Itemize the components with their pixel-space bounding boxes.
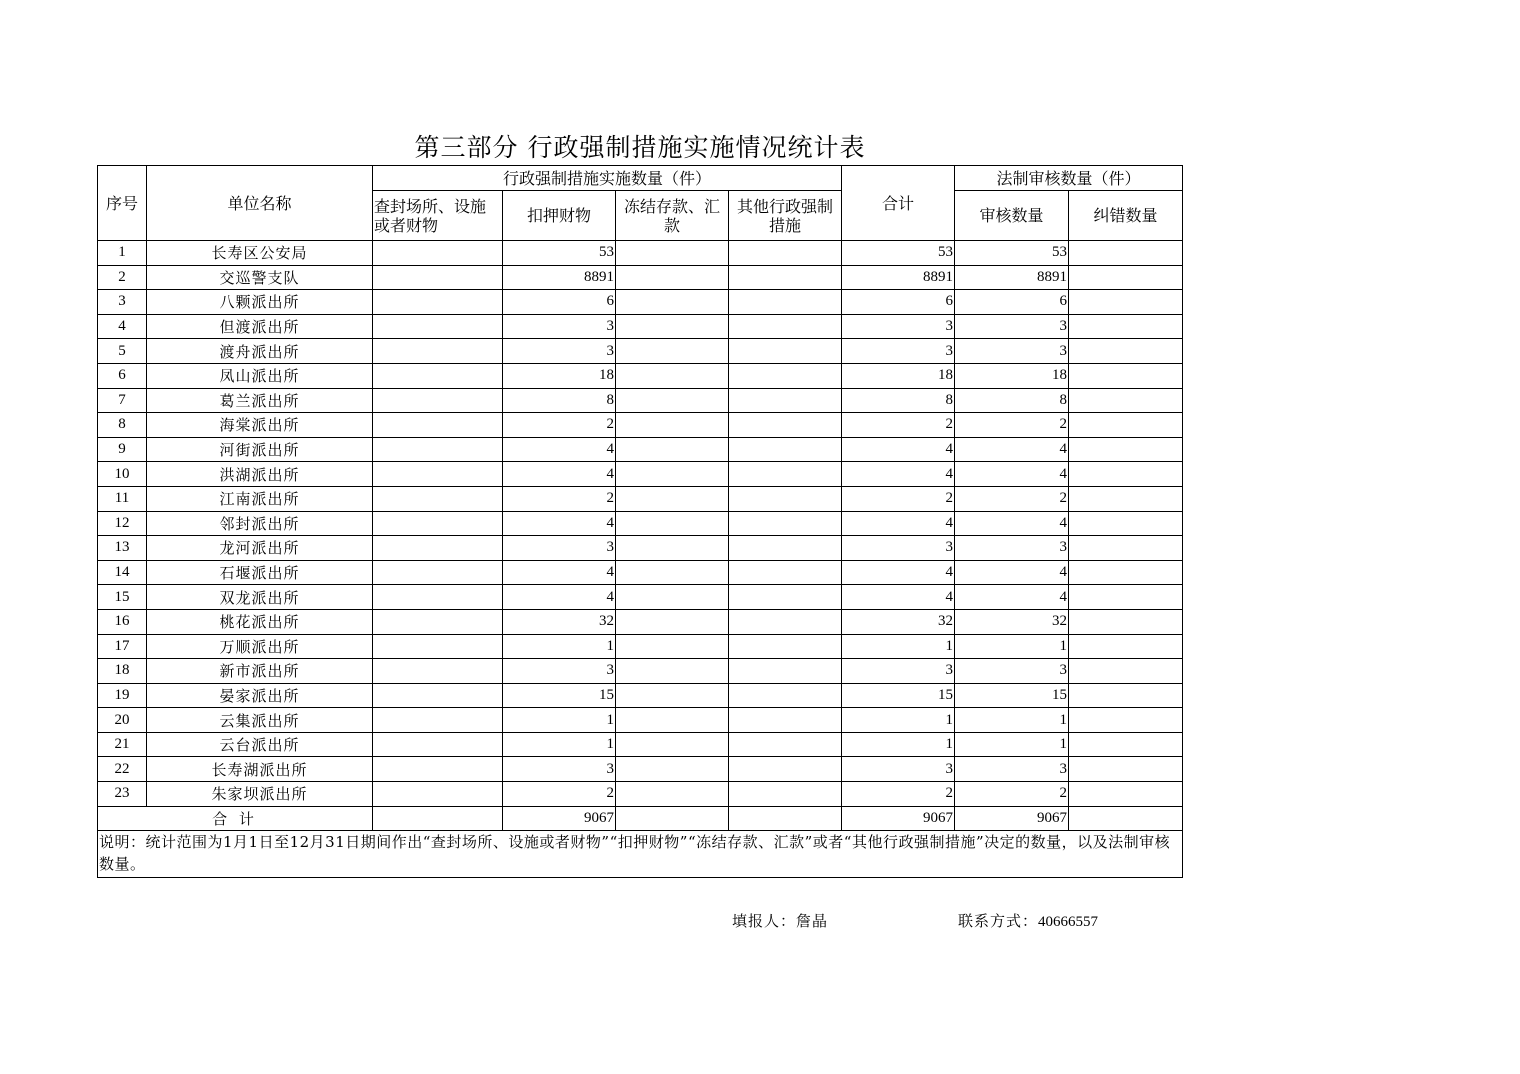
cell-correct xyxy=(1069,388,1183,413)
cell-other xyxy=(729,437,842,462)
table-row xyxy=(98,413,1183,438)
cell-seal xyxy=(373,757,503,782)
table-row xyxy=(98,585,1183,610)
table-row xyxy=(98,314,1183,339)
header-total: 合计 xyxy=(842,166,955,241)
cell-seal xyxy=(373,708,503,733)
cell-total: 2 xyxy=(842,782,955,807)
cell-freeze xyxy=(616,757,729,782)
sum-cell-other xyxy=(729,806,842,831)
cell-freeze xyxy=(616,388,729,413)
cell-unit: 长寿湖派出所 xyxy=(147,757,373,782)
cell-freeze xyxy=(616,314,729,339)
header-unit: 单位名称 xyxy=(147,166,373,241)
cell-freeze xyxy=(616,585,729,610)
cell-review: 8 xyxy=(955,388,1069,413)
cell-seize: 4 xyxy=(503,585,616,610)
table-row xyxy=(98,732,1183,757)
note-text: 说明：统计范围为1月1日至12月31日期间作出“查封场所、设施或者财物”“扣押财物”“冻结存款、汇款”或者“其他行政强制措施”决定的数量，以及法制审核数量。 xyxy=(98,831,1183,878)
header-seize: 扣押财物 xyxy=(503,191,616,241)
cell-freeze xyxy=(616,290,729,315)
cell-review: 1 xyxy=(955,732,1069,757)
sum-cell-review: 9067 xyxy=(955,806,1069,831)
cell-seize: 2 xyxy=(503,782,616,807)
cell-seal xyxy=(373,634,503,659)
cell-other xyxy=(729,314,842,339)
cell-unit: 河街派出所 xyxy=(147,437,373,462)
cell-seal xyxy=(373,290,503,315)
cell-seize: 32 xyxy=(503,609,616,634)
cell-seq: 9 xyxy=(98,437,147,462)
cell-seal xyxy=(373,511,503,536)
header-other: 其他行政强制措施 xyxy=(729,191,842,241)
cell-seq: 12 xyxy=(98,511,147,536)
cell-other xyxy=(729,585,842,610)
cell-total: 4 xyxy=(842,511,955,536)
cell-correct xyxy=(1069,757,1183,782)
cell-seal xyxy=(373,241,503,266)
header-correct: 纠错数量 xyxy=(1069,191,1183,241)
cell-freeze xyxy=(616,560,729,585)
cell-seq: 18 xyxy=(98,659,147,684)
cell-seal xyxy=(373,462,503,487)
cell-seize: 3 xyxy=(503,339,616,364)
cell-seize: 4 xyxy=(503,511,616,536)
cell-total: 3 xyxy=(842,757,955,782)
header-seq: 序号 xyxy=(98,166,147,241)
header-freeze: 冻结存款、汇款 xyxy=(616,191,729,241)
cell-correct xyxy=(1069,314,1183,339)
table-row xyxy=(98,388,1183,413)
cell-unit: 龙河派出所 xyxy=(147,536,373,561)
cell-seal xyxy=(373,363,503,388)
cell-total: 53 xyxy=(842,241,955,266)
cell-correct xyxy=(1069,241,1183,266)
cell-other xyxy=(729,413,842,438)
cell-correct xyxy=(1069,290,1183,315)
cell-seize: 4 xyxy=(503,437,616,462)
cell-seq: 8 xyxy=(98,413,147,438)
reporter-label: 填报人： xyxy=(732,912,797,930)
cell-review: 15 xyxy=(955,683,1069,708)
cell-seal xyxy=(373,339,503,364)
table-row xyxy=(98,708,1183,733)
cell-seq: 15 xyxy=(98,585,147,610)
cell-freeze xyxy=(616,265,729,290)
cell-freeze xyxy=(616,732,729,757)
cell-correct xyxy=(1069,437,1183,462)
table-row xyxy=(98,437,1183,462)
cell-other xyxy=(729,486,842,511)
cell-seize: 6 xyxy=(503,290,616,315)
cell-seal xyxy=(373,486,503,511)
cell-unit: 新市派出所 xyxy=(147,659,373,684)
table-row xyxy=(98,265,1183,290)
cell-correct xyxy=(1069,363,1183,388)
cell-seal xyxy=(373,413,503,438)
contact-number: 40666557 xyxy=(1038,914,1099,930)
cell-review: 8891 xyxy=(955,265,1069,290)
cell-seq: 17 xyxy=(98,634,147,659)
cell-total: 8 xyxy=(842,388,955,413)
cell-review: 4 xyxy=(955,462,1069,487)
cell-other xyxy=(729,757,842,782)
cell-total: 4 xyxy=(842,462,955,487)
cell-total: 32 xyxy=(842,609,955,634)
cell-seal xyxy=(373,609,503,634)
cell-seize: 1 xyxy=(503,732,616,757)
cell-total: 15 xyxy=(842,683,955,708)
cell-other xyxy=(729,363,842,388)
cell-seq: 6 xyxy=(98,363,147,388)
cell-correct xyxy=(1069,511,1183,536)
cell-seize: 15 xyxy=(503,683,616,708)
cell-unit: 凤山派出所 xyxy=(147,363,373,388)
cell-correct xyxy=(1069,560,1183,585)
cell-seize: 18 xyxy=(503,363,616,388)
cell-seize: 8 xyxy=(503,388,616,413)
table-row xyxy=(98,757,1183,782)
cell-seize: 2 xyxy=(503,486,616,511)
cell-total: 2 xyxy=(842,413,955,438)
contact xyxy=(958,910,1098,931)
cell-review: 2 xyxy=(955,413,1069,438)
cell-total: 3 xyxy=(842,659,955,684)
cell-seize: 3 xyxy=(503,757,616,782)
header-measures-group: 行政强制措施实施数量（件） xyxy=(373,166,842,191)
cell-review: 4 xyxy=(955,560,1069,585)
cell-total: 1 xyxy=(842,732,955,757)
cell-seize: 8891 xyxy=(503,265,616,290)
cell-total: 3 xyxy=(842,536,955,561)
cell-freeze xyxy=(616,609,729,634)
cell-review: 3 xyxy=(955,314,1069,339)
cell-seq: 2 xyxy=(98,265,147,290)
cell-unit: 云台派出所 xyxy=(147,732,373,757)
cell-freeze xyxy=(616,511,729,536)
cell-seal xyxy=(373,659,503,684)
cell-seal xyxy=(373,437,503,462)
table-row xyxy=(98,659,1183,684)
cell-review: 4 xyxy=(955,585,1069,610)
cell-unit: 邻封派出所 xyxy=(147,511,373,536)
table-row xyxy=(98,363,1183,388)
cell-total: 4 xyxy=(842,437,955,462)
cell-correct xyxy=(1069,413,1183,438)
cell-other xyxy=(729,290,842,315)
cell-correct xyxy=(1069,634,1183,659)
cell-review: 2 xyxy=(955,486,1069,511)
cell-seq: 19 xyxy=(98,683,147,708)
cell-seal xyxy=(373,536,503,561)
cell-freeze xyxy=(616,363,729,388)
cell-other xyxy=(729,241,842,266)
cell-other xyxy=(729,659,842,684)
table-row xyxy=(98,560,1183,585)
sum-label: 合 计 xyxy=(98,806,373,831)
cell-other xyxy=(729,634,842,659)
cell-unit: 海棠派出所 xyxy=(147,413,373,438)
cell-seal xyxy=(373,585,503,610)
reporter xyxy=(732,910,828,931)
cell-seq: 4 xyxy=(98,314,147,339)
cell-other xyxy=(729,388,842,413)
cell-correct xyxy=(1069,536,1183,561)
sum-cell-seal xyxy=(373,806,503,831)
cell-unit: 渡舟派出所 xyxy=(147,339,373,364)
cell-seal xyxy=(373,732,503,757)
cell-seal xyxy=(373,388,503,413)
cell-unit: 江南派出所 xyxy=(147,486,373,511)
sum-cell-seize: 9067 xyxy=(503,806,616,831)
cell-other xyxy=(729,536,842,561)
cell-seize: 4 xyxy=(503,462,616,487)
cell-other xyxy=(729,511,842,536)
cell-unit: 葛兰派出所 xyxy=(147,388,373,413)
cell-seize: 3 xyxy=(503,536,616,561)
cell-review: 1 xyxy=(955,634,1069,659)
cell-seq: 10 xyxy=(98,462,147,487)
cell-other xyxy=(729,683,842,708)
cell-seize: 1 xyxy=(503,634,616,659)
cell-correct xyxy=(1069,732,1183,757)
header-row-1 xyxy=(98,166,1183,191)
cell-correct xyxy=(1069,265,1183,290)
cell-seq: 13 xyxy=(98,536,147,561)
table-row xyxy=(98,511,1183,536)
cell-seal xyxy=(373,683,503,708)
cell-seq: 14 xyxy=(98,560,147,585)
table-row xyxy=(98,462,1183,487)
cell-review: 6 xyxy=(955,290,1069,315)
cell-correct xyxy=(1069,708,1183,733)
cell-freeze xyxy=(616,437,729,462)
cell-unit: 晏家派出所 xyxy=(147,683,373,708)
cell-review: 53 xyxy=(955,241,1069,266)
cell-correct xyxy=(1069,659,1183,684)
cell-total: 3 xyxy=(842,314,955,339)
cell-other xyxy=(729,462,842,487)
table-row xyxy=(98,782,1183,807)
cell-seize: 3 xyxy=(503,659,616,684)
cell-review: 4 xyxy=(955,511,1069,536)
cell-seq: 16 xyxy=(98,609,147,634)
cell-review: 4 xyxy=(955,437,1069,462)
cell-seal xyxy=(373,560,503,585)
cell-review: 32 xyxy=(955,609,1069,634)
cell-seize: 2 xyxy=(503,413,616,438)
cell-seal xyxy=(373,782,503,807)
sum-cell-freeze xyxy=(616,806,729,831)
cell-review: 2 xyxy=(955,782,1069,807)
cell-seize: 3 xyxy=(503,314,616,339)
note-row xyxy=(98,831,1183,878)
table-row xyxy=(98,683,1183,708)
cell-seal xyxy=(373,265,503,290)
cell-freeze xyxy=(616,339,729,364)
table-row xyxy=(98,241,1183,266)
cell-other xyxy=(729,708,842,733)
cell-review: 3 xyxy=(955,659,1069,684)
header-review: 审核数量 xyxy=(955,191,1069,241)
cell-correct xyxy=(1069,609,1183,634)
cell-unit: 但渡派出所 xyxy=(147,314,373,339)
cell-freeze xyxy=(616,486,729,511)
cell-total: 4 xyxy=(842,585,955,610)
reporter-name: 詹晶 xyxy=(796,912,829,930)
stats-table xyxy=(97,165,1183,878)
sum-row xyxy=(98,806,1183,831)
cell-other xyxy=(729,265,842,290)
header-seal: 查封场所、设施或者财物 xyxy=(373,191,503,241)
cell-other xyxy=(729,339,842,364)
cell-freeze xyxy=(616,462,729,487)
table-row xyxy=(98,609,1183,634)
cell-review: 18 xyxy=(955,363,1069,388)
cell-seq: 23 xyxy=(98,782,147,807)
cell-correct xyxy=(1069,486,1183,511)
cell-total: 18 xyxy=(842,363,955,388)
contact-label: 联系方式： xyxy=(958,912,1039,930)
cell-freeze xyxy=(616,708,729,733)
cell-unit: 交巡警支队 xyxy=(147,265,373,290)
cell-unit: 洪湖派出所 xyxy=(147,462,373,487)
cell-total: 1 xyxy=(842,634,955,659)
cell-total: 4 xyxy=(842,560,955,585)
header-review-group: 法制审核数量（件） xyxy=(955,166,1183,191)
sum-cell-correct xyxy=(1069,806,1183,831)
cell-freeze xyxy=(616,413,729,438)
cell-total: 6 xyxy=(842,290,955,315)
cell-unit: 八颗派出所 xyxy=(147,290,373,315)
cell-seq: 20 xyxy=(98,708,147,733)
cell-correct xyxy=(1069,585,1183,610)
cell-seal xyxy=(373,314,503,339)
cell-seize: 53 xyxy=(503,241,616,266)
cell-review: 3 xyxy=(955,536,1069,561)
cell-unit: 双龙派出所 xyxy=(147,585,373,610)
cell-correct xyxy=(1069,782,1183,807)
page-title: 第三部分 行政强制措施实施情况统计表 xyxy=(414,133,866,162)
cell-total: 3 xyxy=(842,339,955,364)
cell-unit: 桃花派出所 xyxy=(147,609,373,634)
cell-freeze xyxy=(616,683,729,708)
cell-unit: 云集派出所 xyxy=(147,708,373,733)
cell-seq: 1 xyxy=(98,241,147,266)
cell-unit: 万顺派出所 xyxy=(147,634,373,659)
cell-correct xyxy=(1069,339,1183,364)
cell-review: 3 xyxy=(955,339,1069,364)
table-row xyxy=(98,486,1183,511)
cell-other xyxy=(729,609,842,634)
cell-correct xyxy=(1069,683,1183,708)
table-row xyxy=(98,290,1183,315)
table-row xyxy=(98,634,1183,659)
sum-cell-total: 9067 xyxy=(842,806,955,831)
cell-seq: 22 xyxy=(98,757,147,782)
cell-freeze xyxy=(616,659,729,684)
cell-freeze xyxy=(616,782,729,807)
cell-unit: 朱家坝派出所 xyxy=(147,782,373,807)
cell-total: 1 xyxy=(842,708,955,733)
cell-seize: 4 xyxy=(503,560,616,585)
cell-review: 3 xyxy=(955,757,1069,782)
table-row xyxy=(98,339,1183,364)
cell-seq: 5 xyxy=(98,339,147,364)
cell-freeze xyxy=(616,536,729,561)
table-row xyxy=(98,536,1183,561)
cell-total: 8891 xyxy=(842,265,955,290)
cell-freeze xyxy=(616,634,729,659)
cell-other xyxy=(729,782,842,807)
cell-seq: 3 xyxy=(98,290,147,315)
cell-seq: 11 xyxy=(98,486,147,511)
cell-correct xyxy=(1069,462,1183,487)
cell-total: 2 xyxy=(842,486,955,511)
cell-other xyxy=(729,732,842,757)
cell-other xyxy=(729,560,842,585)
cell-unit: 长寿区公安局 xyxy=(147,241,373,266)
cell-seq: 21 xyxy=(98,732,147,757)
cell-seq: 7 xyxy=(98,388,147,413)
cell-freeze xyxy=(616,241,729,266)
cell-review: 1 xyxy=(955,708,1069,733)
cell-unit: 石堰派出所 xyxy=(147,560,373,585)
cell-seize: 1 xyxy=(503,708,616,733)
